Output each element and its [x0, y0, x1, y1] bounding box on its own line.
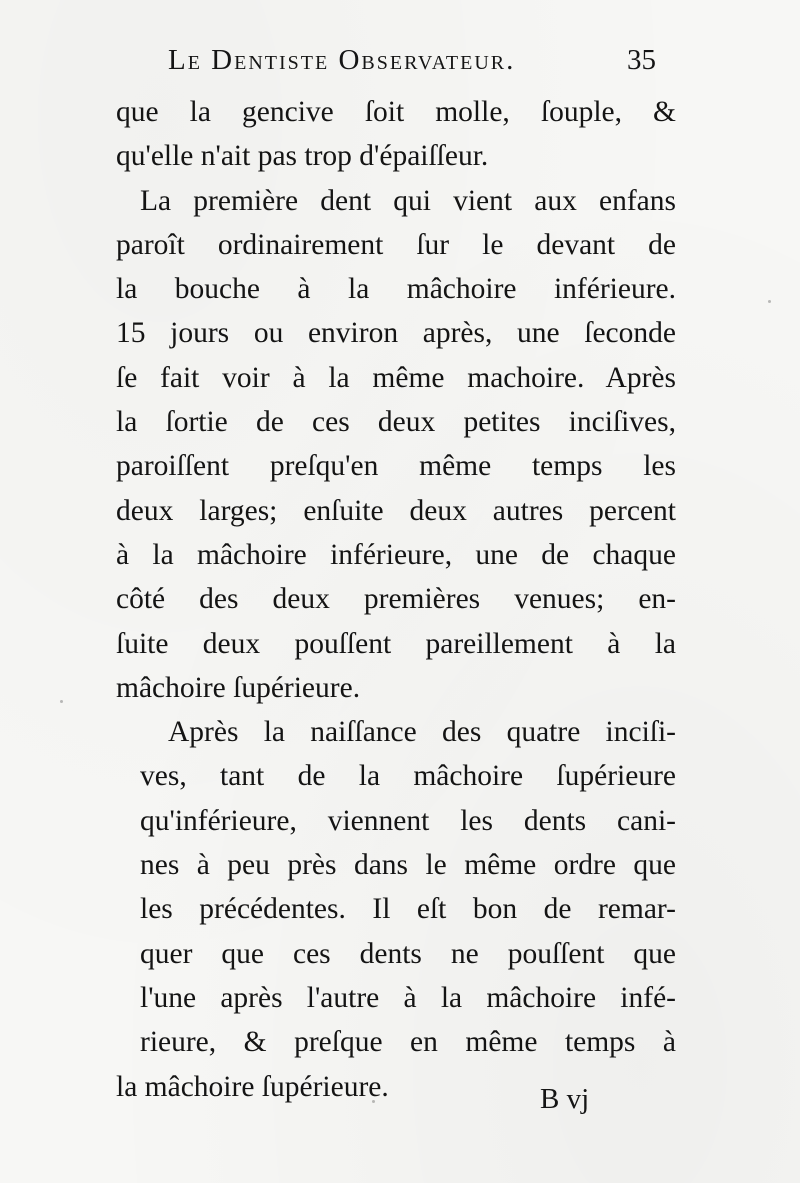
- text-line: ves, tant de la mâchoire ſupérieure: [140, 760, 676, 793]
- page-header: [118, 44, 678, 88]
- text-line: ſuite deux pouſſent pareillement à la: [116, 627, 676, 660]
- text-line: paroiſſent preſqu'en même temps les: [116, 450, 676, 483]
- text-line: côté des deux premières venues; en-: [116, 583, 676, 616]
- running-title: Le Dentiste Observateur.: [168, 44, 516, 76]
- text-line: rieure, & preſque en même temps à: [140, 1026, 676, 1059]
- text-line: quer que ces dents ne pouſſent que: [140, 937, 676, 970]
- text-line: ſe fait voir à la même machoire. Après: [116, 361, 676, 394]
- text-line: la bouche à la mâchoire inférieure.: [116, 273, 676, 306]
- text-line: l'une après l'autre à la mâchoire infé-: [140, 981, 676, 1014]
- text-line: Après la naiſſance des quatre inciſi-: [168, 716, 676, 749]
- body-text: [116, 90, 676, 1109]
- text-line: à la mâchoire inférieure, une de chaque: [116, 538, 676, 571]
- text-line: que la gencive ſoit molle, ſouple, &: [116, 96, 676, 128]
- text-line: La première dent qui vient aux enfans: [140, 184, 676, 217]
- page-number: 35: [627, 44, 656, 76]
- text-line: la ſortie de ces deux petites inciſives,: [116, 406, 676, 439]
- text-line: nes à peu près dans le même ordre que: [140, 849, 676, 882]
- signature-mark: B vj: [540, 1083, 590, 1115]
- text-line: les précédentes. Il eſt bon de remar-: [140, 893, 676, 926]
- text-line: 15 jours ou environ après, une ſeconde: [116, 317, 676, 350]
- paper-speck: [372, 1100, 375, 1103]
- paper-speck: [768, 300, 771, 303]
- text-line: mâchoire ſupérieure.: [116, 671, 361, 704]
- text-line: qu'inférieure, viennent les dents cani-: [140, 804, 676, 837]
- text-line: paroît ordinairement ſur le devant de: [116, 228, 676, 261]
- text-line: deux larges; enſuite deux autres percent: [116, 494, 676, 527]
- paper-speck: [60, 700, 63, 703]
- text-line: la mâchoire ſupérieure.: [116, 1070, 389, 1103]
- text-line: qu'elle n'ait pas trop d'épaiſſeur.: [116, 140, 489, 173]
